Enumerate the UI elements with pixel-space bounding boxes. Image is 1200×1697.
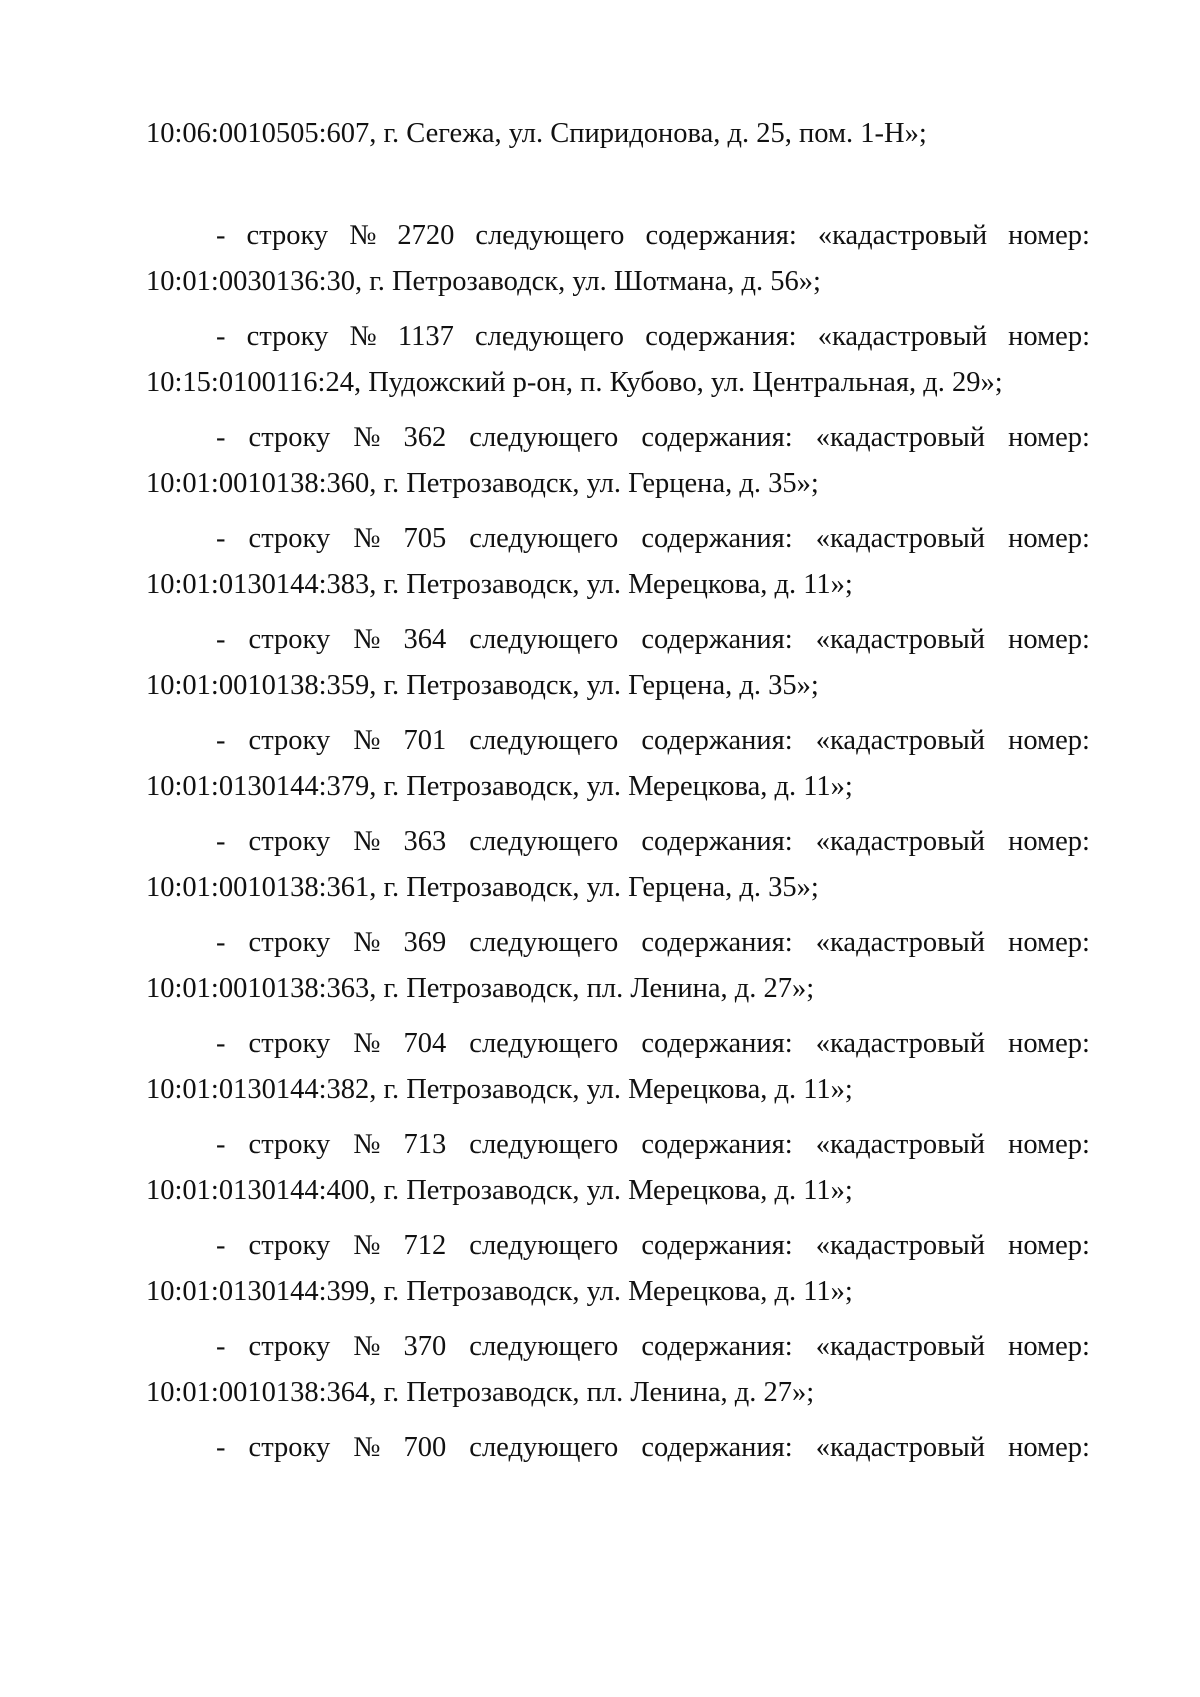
entry-address: 10:01:0010138:363, г. Петрозаводск, пл. Ленина, д. 27»; — [146, 973, 815, 1004]
dash: - — [216, 927, 226, 958]
word-sleduyushchego: следующего — [469, 1331, 619, 1362]
dash: - — [216, 220, 226, 251]
word-stroku: строку — [248, 1230, 331, 1261]
dash: - — [216, 1028, 226, 1059]
dash: - — [216, 321, 226, 352]
entry-line — [216, 1329, 1090, 1365]
word-nomer: номер: — [1008, 1230, 1090, 1261]
word-sleduyushchego: следующего — [469, 725, 619, 756]
dash: - — [216, 422, 226, 453]
word-stroku: строку — [246, 220, 329, 251]
entry-line — [216, 319, 1090, 355]
word-kadastrovyy: «кадастровый — [815, 1129, 986, 1160]
number-sign: № — [353, 1432, 381, 1463]
dash: - — [216, 826, 226, 857]
dash: - — [216, 1129, 226, 1160]
word-sleduyushchego: следующего — [469, 1028, 619, 1059]
entry-address: 10:15:0100116:24, Пудожский р-он, п. Кубово, ул. Центральная, д. 29»; — [146, 367, 1003, 398]
word-sleduyushchego: следующего — [469, 826, 619, 857]
word-stroku: строку — [248, 523, 331, 554]
word-soderzhaniya: содержания: — [645, 321, 797, 352]
word-sleduyushchego: следующего — [469, 1432, 619, 1463]
word-sleduyushchego: следующего — [469, 624, 619, 655]
number-sign: № — [353, 422, 381, 453]
entry-line — [216, 1228, 1090, 1264]
word-sleduyushchego: следующего — [469, 422, 619, 453]
entry-line — [216, 218, 1090, 254]
entry-number: 700 — [403, 1432, 447, 1463]
word-sleduyushchego: следующего — [469, 927, 619, 958]
entry-number: 369 — [403, 927, 447, 958]
number-sign: № — [353, 826, 381, 857]
word-nomer: номер: — [1008, 927, 1090, 958]
word-stroku: строку — [248, 422, 331, 453]
entry-number: 362 — [403, 422, 447, 453]
entry-address: 10:01:0130144:399, г. Петрозаводск, ул. Мерецкова, д. 11»; — [146, 1276, 853, 1307]
word-soderzhaniya: содержания: — [645, 220, 797, 251]
number-sign: № — [353, 1028, 381, 1059]
entry-address: 10:01:0030136:30, г. Петрозаводск, ул. Шотмана, д. 56»; — [146, 266, 821, 297]
dash: - — [216, 624, 226, 655]
word-soderzhaniya: содержания: — [641, 624, 793, 655]
number-sign: № — [353, 725, 381, 756]
word-stroku: строку — [248, 826, 331, 857]
word-soderzhaniya: содержания: — [641, 826, 793, 857]
number-sign: № — [353, 1331, 381, 1362]
word-stroku: строку — [248, 1331, 331, 1362]
word-kadastrovyy: «кадастровый — [815, 624, 986, 655]
word-stroku: строку — [248, 1129, 331, 1160]
entry-number: 1137 — [397, 321, 454, 352]
word-nomer: номер: — [1008, 1028, 1090, 1059]
entry-address: 10:01:0010138:364, г. Петрозаводск, пл. Ленина, д. 27»; — [146, 1377, 815, 1408]
number-sign: № — [353, 624, 381, 655]
entry-line — [216, 521, 1090, 557]
entry-number: 712 — [403, 1230, 447, 1261]
word-kadastrovyy: «кадастровый — [817, 220, 988, 251]
word-nomer: номер: — [1008, 523, 1090, 554]
entry-number: 363 — [403, 826, 447, 857]
entry-number: 370 — [403, 1331, 447, 1362]
entry-number: 704 — [403, 1028, 447, 1059]
word-stroku: строку — [248, 624, 331, 655]
entry-number: 701 — [403, 725, 447, 756]
entry-line — [216, 1430, 1090, 1466]
word-nomer: номер: — [1008, 1129, 1090, 1160]
word-kadastrovyy: «кадастровый — [815, 1230, 986, 1261]
word-nomer: номер: — [1008, 725, 1090, 756]
word-sleduyushchego: следующего — [475, 220, 625, 251]
entry-address: 10:01:0010138:359, г. Петрозаводск, ул. Герцена, д. 35»; — [146, 670, 819, 701]
word-nomer: номер: — [1008, 1331, 1090, 1362]
entry-address: 10:01:0130144:379, г. Петрозаводск, ул. Мерецкова, д. 11»; — [146, 771, 853, 802]
word-soderzhaniya: содержания: — [641, 523, 793, 554]
number-sign: № — [349, 220, 377, 251]
entry-address: 10:01:0010138:360, г. Петрозаводск, ул. Герцена, д. 35»; — [146, 468, 819, 499]
entry-address: 10:01:0130144:400, г. Петрозаводск, ул. Мерецкова, д. 11»; — [146, 1175, 853, 1206]
entry-number: 713 — [403, 1129, 447, 1160]
word-nomer: номер: — [1008, 220, 1090, 251]
number-sign: № — [353, 523, 381, 554]
word-soderzhaniya: содержания: — [641, 1432, 793, 1463]
entry-address: 10:01:0130144:382, г. Петрозаводск, ул. Мерецкова, д. 11»; — [146, 1074, 853, 1105]
word-kadastrovyy: «кадастровый — [815, 725, 986, 756]
word-stroku: строку — [246, 321, 329, 352]
word-soderzhaniya: содержания: — [641, 422, 793, 453]
word-nomer: номер: — [1008, 1432, 1090, 1463]
word-soderzhaniya: содержания: — [641, 725, 793, 756]
word-kadastrovyy: «кадастровый — [815, 422, 986, 453]
dash: - — [216, 1230, 226, 1261]
word-soderzhaniya: содержания: — [641, 1028, 793, 1059]
word-stroku: строку — [248, 725, 331, 756]
word-kadastrovyy: «кадастровый — [815, 1331, 986, 1362]
entry-address: 10:01:0010138:361, г. Петрозаводск, ул. Герцена, д. 35»; — [146, 872, 819, 903]
entry-line — [216, 420, 1090, 456]
word-stroku: строку — [248, 927, 331, 958]
number-sign: № — [353, 1230, 381, 1261]
word-sleduyushchego: следующего — [469, 523, 619, 554]
word-soderzhaniya: содержания: — [641, 1129, 793, 1160]
word-soderzhaniya: содержания: — [641, 1230, 793, 1261]
dash: - — [216, 725, 226, 756]
word-stroku: строку — [248, 1028, 331, 1059]
first-line: 10:06:0010505:607, г. Сегежа, ул. Спиридонова, д. 25, пом. 1-Н»; — [146, 118, 927, 149]
word-soderzhaniya: содержания: — [641, 927, 793, 958]
word-soderzhaniya: содержания: — [641, 1331, 793, 1362]
word-nomer: номер: — [1008, 624, 1090, 655]
word-kadastrovyy: «кадастровый — [815, 523, 986, 554]
dash: - — [216, 1432, 226, 1463]
entry-line — [216, 723, 1090, 759]
word-sleduyushchego: следующего — [469, 1129, 619, 1160]
entry-line — [216, 1026, 1090, 1062]
word-nomer: номер: — [1008, 321, 1090, 352]
number-sign: № — [353, 927, 381, 958]
word-kadastrovyy: «кадастровый — [815, 826, 986, 857]
word-sleduyushchego: следующего — [475, 321, 625, 352]
entry-number: 705 — [403, 523, 447, 554]
word-kadastrovyy: «кадастровый — [815, 1432, 986, 1463]
word-nomer: номер: — [1008, 422, 1090, 453]
entry-line — [216, 824, 1090, 860]
entry-number: 364 — [403, 624, 447, 655]
word-nomer: номер: — [1008, 826, 1090, 857]
word-kadastrovyy: «кадастровый — [815, 1028, 986, 1059]
number-sign: № — [349, 321, 377, 352]
word-kadastrovyy: «кадастровый — [817, 321, 987, 352]
entry-line — [216, 1127, 1090, 1163]
number-sign: № — [353, 1129, 381, 1160]
entry-number: 2720 — [397, 220, 455, 251]
word-stroku: строку — [248, 1432, 331, 1463]
dash: - — [216, 1331, 226, 1362]
entry-line — [216, 925, 1090, 961]
entry-line — [216, 622, 1090, 658]
dash: - — [216, 523, 226, 554]
entry-address: 10:01:0130144:383, г. Петрозаводск, ул. Мерецкова, д. 11»; — [146, 569, 853, 600]
word-kadastrovyy: «кадастровый — [815, 927, 986, 958]
word-sleduyushchego: следующего — [469, 1230, 619, 1261]
